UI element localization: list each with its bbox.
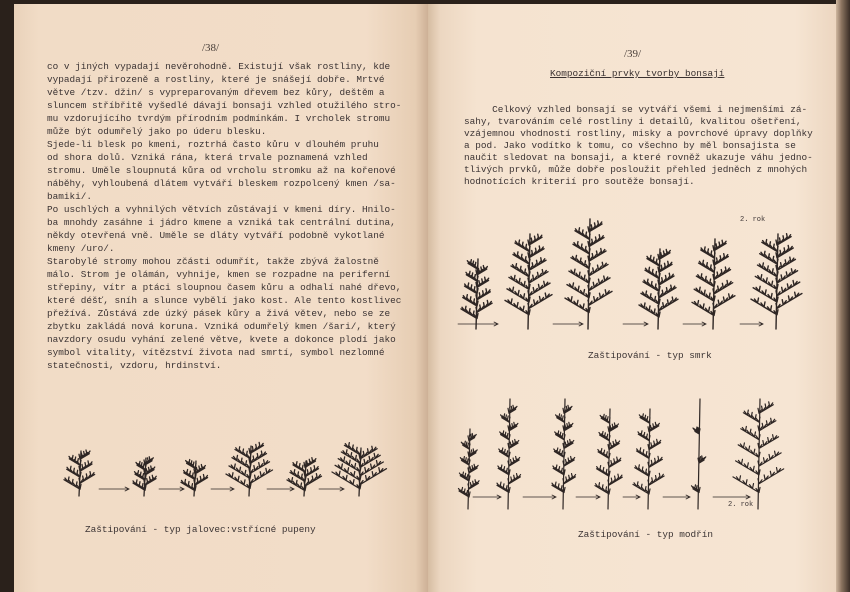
body-text <box>47 60 401 372</box>
text-line: které déšť, sníh a slunce vybělí jako kost. Ale tento kostlivec <box>47 295 402 306</box>
arrow-icon <box>319 487 344 491</box>
plant-sketch <box>639 249 678 329</box>
text-line: Sjede-li blesk po kmeni, roztrhá často kůru v dlouhém pruhu <box>47 139 379 150</box>
larch-pinching-illustration <box>468 389 808 514</box>
text-line: sahy, tvarováním celé rostliny i detailů, kvalitou ošetření, <box>464 116 802 127</box>
juniper-pinching-illustration <box>39 424 409 504</box>
plant-sketch <box>497 399 521 509</box>
text-line: větve /tzv. džin/ s vypreparovaným dřevem bez kůry, deštěm a <box>47 87 385 98</box>
arrow-icon <box>159 487 184 491</box>
page-number: /38/ <box>202 42 220 54</box>
year-label: 2. rok <box>740 216 766 224</box>
arrow-icon <box>473 495 501 499</box>
year-label: 2. rok <box>728 501 754 509</box>
arrow-icon <box>211 487 234 491</box>
text-line: může být odumřelý jako po úderu blesku. <box>47 126 267 137</box>
text-line: kmeny /uro/. <box>47 243 115 254</box>
text-line: Celkový vzhled bonsají se vytváří všemi i nejmenšími zá- <box>464 104 808 115</box>
arrow-icon <box>683 322 706 326</box>
text-line: někdy otevřená vně. Uměle se dláty vytváří podobně vykotlané <box>47 230 385 241</box>
text-line: vzájemnou vhodností rostliny, misky a povrchové úpravy doplňky <box>464 128 813 139</box>
arrow-icon <box>623 495 640 499</box>
plant-sketch <box>565 219 612 329</box>
plant-sketch <box>733 399 784 509</box>
figure-caption: Zaštipování - typ smrk <box>588 350 712 361</box>
plant-sketch <box>595 409 622 509</box>
plant-sketch <box>751 234 802 329</box>
plant-sketch <box>181 460 208 496</box>
plant-sketch <box>552 399 576 509</box>
text-line: ba mnohdy zasáhne i jádro kmene a vzniká tak centrální dutina, <box>47 217 396 228</box>
text-line: co v jiných vypadají nevěrohodně. Existují však rostliny, kde <box>47 61 391 72</box>
book-edge <box>836 0 850 592</box>
text-line: bamiki/. <box>47 191 93 202</box>
text-line: navzdory osudu vyhání zelené větve, kvete a dokonce plodí jako <box>47 334 396 345</box>
arrow-icon <box>458 322 498 326</box>
arrow-icon <box>523 495 556 499</box>
text-line: naučit sledovat na bonsaji, a které rovněž ukazuje váhu jedno- <box>464 152 813 163</box>
spruce-pinching-illustration <box>458 214 838 339</box>
arrow-icon <box>623 322 648 326</box>
plant-sketch <box>505 234 552 329</box>
arrow-icon <box>99 487 129 491</box>
page-number: /39/ <box>624 48 642 60</box>
text-line: a pod. Jako vodítko k tomu, co všechno by měl bonsajista se <box>464 140 796 151</box>
body-text <box>464 104 813 188</box>
plant-sketch <box>692 399 706 509</box>
text-line: Po uschlých a vyhnilých větvích zůstávají v kmeni díry. Hnilo- <box>47 204 396 215</box>
text-line: hodnotících kriterií pro soutěže bonsají. <box>464 176 695 187</box>
text-line: mu vzdorujícího tvrdým přírodním podmínkám. I vrcholek stromu <box>47 113 391 124</box>
text-line: stromu. Uměle sloupnutá kůra od vrcholu stromku až na kořenové <box>47 165 396 176</box>
text-line: Starobylé stromy mohou zčásti odumřít, takže zbývá žalostně <box>47 256 379 267</box>
text-line: náběhy, vyhloubená dlátem vytváří bleskem rozpolcený kmen /sa- <box>47 178 396 189</box>
arrow-icon <box>663 495 690 499</box>
arrow-icon <box>553 322 583 326</box>
arrow-icon <box>713 495 750 499</box>
plant-sketch <box>226 442 273 496</box>
text-line: zbytku zakládá nová koruna. Vzniká odumřelý kmen /šari/, který <box>47 321 396 332</box>
plant-sketch <box>64 450 95 496</box>
plant-sketch <box>633 409 664 509</box>
text-line: přežívá. Zůstává zde úzký pásek kůry a živá větev, nebo se ze <box>47 308 391 319</box>
text-line: střepiny, vítr a ptáci sloupnou časem kůru a odhalí nahé dřevo, <box>47 282 402 293</box>
section-heading: Kompoziční prvky tvorby bonsají <box>550 68 725 79</box>
figure-caption: Zaštipování - typ modřín <box>578 529 714 540</box>
text-line: symbol vitality, vítězství života nad smrtí, symbol nezlomné <box>47 347 385 358</box>
plant-sketch <box>461 259 492 329</box>
arrow-icon <box>740 322 763 326</box>
figure-caption: Zaštipování - typ jalovec:vstřícné pupeny <box>85 524 316 535</box>
text-line: málo. Strom je olámán, vyhnije, kmen se rozpadne na periferní <box>47 269 391 280</box>
text-line: tlivých prvků, může dobře posloužit přehled jedněch z mnohých <box>464 164 808 175</box>
text-line: vypadají přirozeně a rostliny, které je snášejí dobře. Mrtvé <box>47 74 385 85</box>
plant-sketch <box>692 239 735 329</box>
right-page <box>428 4 836 592</box>
arrow-icon <box>576 495 600 499</box>
plant-sketch <box>133 457 156 496</box>
text-line: sluncem stříbřitě vyšedlé dávají bonsaji vzhled otužilého stro- <box>47 100 402 111</box>
text-line: od shora dolů. Vzniká rána, která trvale poznamená vzhled <box>47 152 368 163</box>
left-page <box>14 4 428 592</box>
plant-sketch <box>332 443 386 496</box>
text-line: statečnosti, vzdoru, hrdinství. <box>47 360 222 371</box>
arrow-icon <box>267 487 294 491</box>
